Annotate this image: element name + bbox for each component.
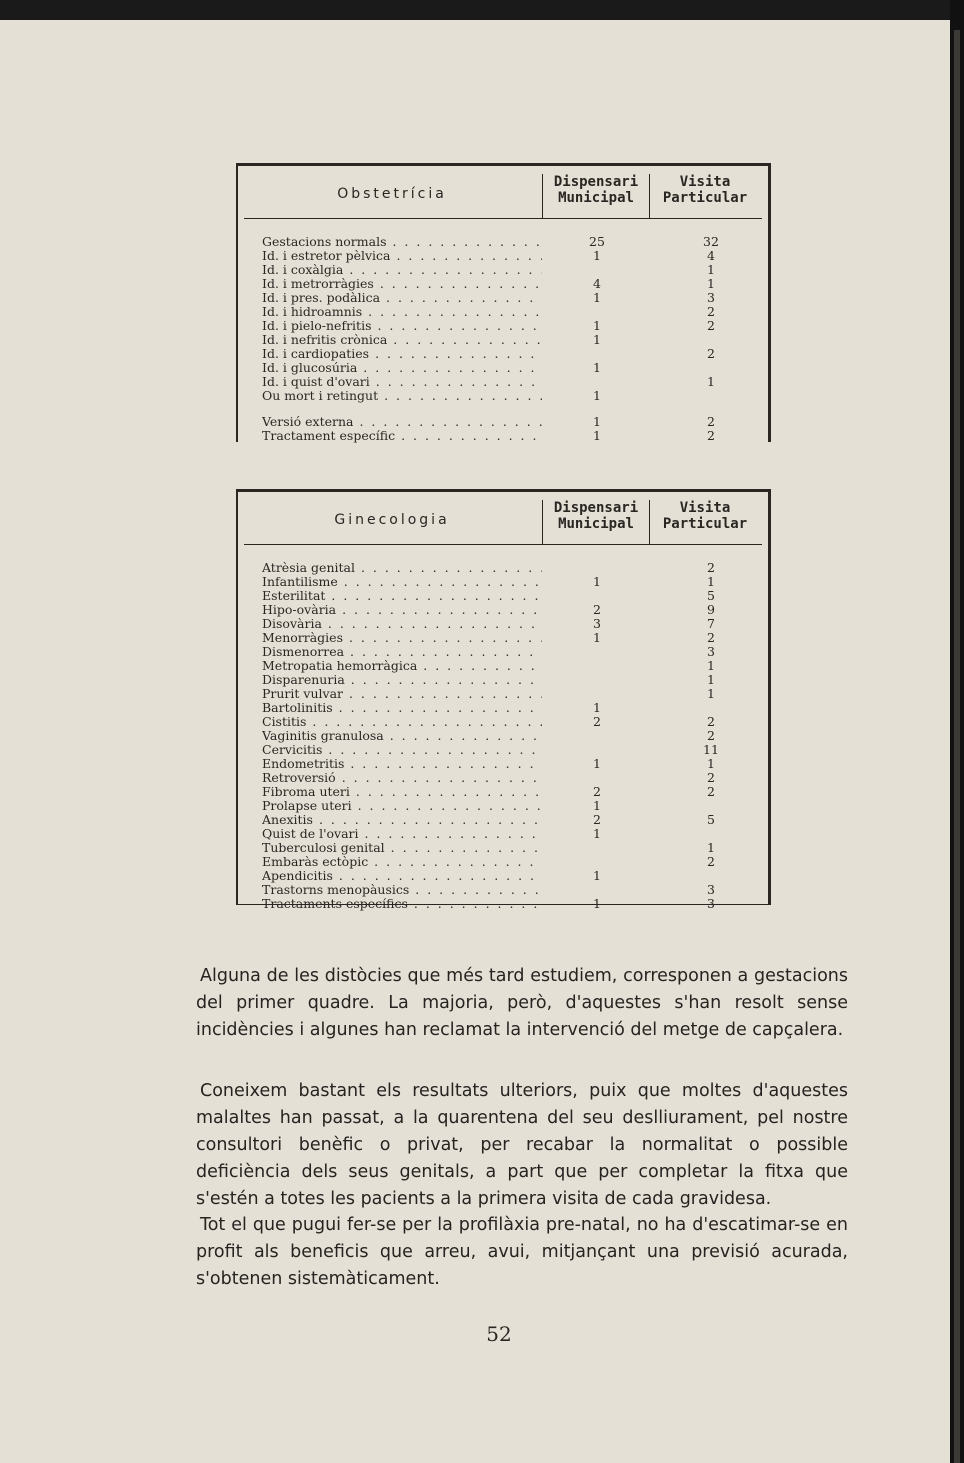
obstetricia-dispensari-value: 4 xyxy=(593,276,601,291)
table-row xyxy=(238,361,768,375)
table-row xyxy=(238,575,768,589)
ginecologia-row-label: Anexitis . . . xyxy=(262,813,542,827)
obstetricia-table xyxy=(236,163,771,442)
ginecologia-dispensari-value: 1 xyxy=(593,896,601,911)
obstetricia-dispensari-value: 1 xyxy=(593,414,601,429)
obstetricia-row-label: Ou mort i retingut . . . xyxy=(262,389,542,403)
ginecologia-visita-value: 2 xyxy=(707,784,715,799)
ginecologia-col-visita: Visita Particular xyxy=(662,500,748,532)
table-row xyxy=(238,841,768,855)
table-row xyxy=(238,883,768,897)
ginecologia-dispensari-value: 1 xyxy=(593,574,601,589)
table-row xyxy=(238,715,768,729)
obstetricia-row-label: Id. i pres. podàlica . . . xyxy=(262,291,542,305)
obstetricia-row-label: Tractament específic . . . xyxy=(262,429,542,443)
ginecologia-dispensari-value: 2 xyxy=(593,602,601,617)
ginecologia-visita-value: 3 xyxy=(707,882,715,897)
obstetricia-group-gap xyxy=(238,403,768,415)
obstetricia-visita-value: 2 xyxy=(707,304,715,319)
ginecologia-row-label: Hipo-ovària . . . xyxy=(262,603,542,617)
ginecologia-row-label: Disovària . . . xyxy=(262,617,542,631)
ginecologia-visita-value: 1 xyxy=(707,686,715,701)
ginecologia-visita-value: 2 xyxy=(707,728,715,743)
table-row xyxy=(238,305,768,319)
table-row xyxy=(238,603,768,617)
paragraph-3: Tot el que pugui fer-se per la profilàxia pre-natal, no ha d'escatimar-se en profit als beneficis que arreu, avui, mitjançant una previsió acurada, s'obtenen sistemàticament. xyxy=(196,1215,848,1289)
table-row xyxy=(238,389,768,403)
page-number: 52 xyxy=(486,1322,512,1346)
ginecologia-row-label: Disparenuria . . . xyxy=(262,673,542,687)
table-row xyxy=(238,827,768,841)
table-row xyxy=(238,263,768,277)
table-row xyxy=(238,429,768,443)
ginecologia-row-label: Prolapse uteri . . . xyxy=(262,799,542,813)
table-row xyxy=(238,589,768,603)
obstetricia-row-label: Id. i pielo-nefritis . . . xyxy=(262,319,542,333)
ginecologia-row-label: Cistitis . . . xyxy=(262,715,542,729)
ginecologia-dispensari-value: 1 xyxy=(593,868,601,883)
ginecologia-dispensari-value: 2 xyxy=(593,812,601,827)
obstetricia-table-header xyxy=(244,170,762,219)
ginecologia-dispensari-value: 1 xyxy=(593,798,601,813)
obstetricia-dispensari-value: 1 xyxy=(593,290,601,305)
ginecologia-row-label: Vaginitis granulosa . . . xyxy=(262,729,542,743)
obstetricia-dispensari-value: 1 xyxy=(593,248,601,263)
obstetricia-row-label: Id. i nefritis crònica . . . xyxy=(262,333,542,347)
ginecologia-dispensari-value: 1 xyxy=(593,756,601,771)
ginecologia-dispensari-value: 1 xyxy=(593,826,601,841)
obstetricia-row-label: Id. i estretor pèlvica . . . xyxy=(262,249,542,263)
obstetricia-visita-value: 4 xyxy=(707,248,715,263)
ginecologia-table-header xyxy=(244,496,762,545)
ginecologia-visita-value: 2 xyxy=(707,854,715,869)
obstetricia-visita-value: 3 xyxy=(707,290,715,305)
ginecologia-visita-value: 3 xyxy=(707,644,715,659)
obstetricia-row-label: Id. i coxàlgia . . . xyxy=(262,263,542,277)
ginecologia-row-label: Apendicitis . . . xyxy=(262,869,542,883)
table-row xyxy=(238,235,768,249)
obstetricia-visita-value: 32 xyxy=(703,234,719,249)
table-row xyxy=(238,897,768,911)
table-row xyxy=(238,249,768,263)
ginecologia-visita-value: 2 xyxy=(707,630,715,645)
book-page xyxy=(0,20,950,1463)
ginecologia-dispensari-value: 2 xyxy=(593,784,601,799)
ginecologia-visita-value: 3 xyxy=(707,896,715,911)
table-row xyxy=(238,757,768,771)
ginecologia-visita-value: 9 xyxy=(707,602,715,617)
table-row xyxy=(238,319,768,333)
ginecologia-visita-value: 1 xyxy=(707,658,715,673)
obstetricia-visita-value: 2 xyxy=(707,428,715,443)
obstetricia-row-label: Gestacions normals . . . xyxy=(262,235,542,249)
table-row xyxy=(238,785,768,799)
obstetricia-rows xyxy=(238,235,768,443)
ginecologia-col-dispensari: Dispensari Municipal xyxy=(542,500,650,544)
ginecologia-visita-value: 1 xyxy=(707,672,715,687)
ginecologia-visita-value: 1 xyxy=(707,840,715,855)
ginecologia-dispensari-value: 3 xyxy=(593,616,601,631)
ginecologia-row-label: Embaràs ectòpic . . . xyxy=(262,855,542,869)
table-row xyxy=(238,687,768,701)
ginecologia-row-label: Bartolinitis . . . xyxy=(262,701,542,715)
table-row xyxy=(238,659,768,673)
table-row xyxy=(238,375,768,389)
table-row xyxy=(238,673,768,687)
ginecologia-visita-value: 2 xyxy=(707,560,715,575)
ginecologia-visita-value: 1 xyxy=(707,756,715,771)
obstetricia-dispensari-value: 1 xyxy=(593,318,601,333)
ginecologia-visita-value: 2 xyxy=(707,770,715,785)
obstetricia-dispensari-value: 1 xyxy=(593,388,601,403)
obstetricia-row-label: Versió externa . . . xyxy=(262,415,542,429)
ginecologia-row-label: Trastorns menopàusics . . . xyxy=(262,883,542,897)
ginecologia-row-label: Retroversió . . . xyxy=(262,771,542,785)
ginecologia-dispensari-value: 1 xyxy=(593,630,601,645)
table-row xyxy=(238,813,768,827)
table-row xyxy=(238,291,768,305)
ginecologia-row-label: Tuberculosi genital . . . xyxy=(262,841,542,855)
ginecologia-row-label: Esterilitat . . . xyxy=(262,589,542,603)
obstetricia-title: Obstetrícia xyxy=(337,186,447,202)
ginecologia-row-label: Atrèsia genital . . . xyxy=(262,561,542,575)
table-row xyxy=(238,415,768,429)
table-row xyxy=(238,743,768,757)
ginecologia-row-label: Quist de l'ovari . . . xyxy=(262,827,542,841)
ginecologia-visita-value: 5 xyxy=(707,812,715,827)
table-row xyxy=(238,631,768,645)
obstetricia-col-visita: Visita Particular xyxy=(662,174,748,206)
ginecologia-rows xyxy=(238,561,768,911)
ginecologia-row-label: Endometritis . . . xyxy=(262,757,542,771)
obstetricia-dispensari-value: 25 xyxy=(589,234,605,249)
table-row xyxy=(238,771,768,785)
obstetricia-visita-value: 1 xyxy=(707,374,715,389)
table-row xyxy=(238,645,768,659)
ginecologia-visita-value: 2 xyxy=(707,714,715,729)
table-row xyxy=(238,855,768,869)
ginecologia-visita-value: 1 xyxy=(707,574,715,589)
obstetricia-visita-value: 2 xyxy=(707,414,715,429)
ginecologia-dispensari-value: 2 xyxy=(593,714,601,729)
adjacent-page-edge xyxy=(954,30,960,1463)
ginecologia-table xyxy=(236,489,771,911)
table-row xyxy=(238,561,768,575)
ginecologia-row-label: Infantilisme . . . xyxy=(262,575,542,589)
table-row xyxy=(238,277,768,291)
paragraph-1: Alguna de les distòcies que més tard estudiem, corresponen a gestacions del primer quadre. La majoria, però, d'aquestes s'han resolt sense incidències i algunes han reclamat la intervenció del metge de capçalera. xyxy=(196,966,848,1040)
ginecologia-row-label: Tractaments específics . . . xyxy=(262,897,542,911)
obstetricia-visita-value: 1 xyxy=(707,276,715,291)
obstetricia-col-dispensari: Dispensari Municipal xyxy=(542,174,650,218)
table-row xyxy=(238,701,768,715)
obstetricia-dispensari-value: 1 xyxy=(593,360,601,375)
obstetricia-visita-value: 1 xyxy=(707,262,715,277)
ginecologia-row-label: Metropatia hemorràgica . . . xyxy=(262,659,542,673)
ginecologia-row-label: Menorràgies . . . xyxy=(262,631,542,645)
obstetricia-dispensari-value: 1 xyxy=(593,428,601,443)
obstetricia-visita-value: 2 xyxy=(707,318,715,333)
ginecologia-visita-value: 11 xyxy=(703,742,719,757)
table-row xyxy=(238,333,768,347)
ginecologia-row-label: Fibroma uteri . . . xyxy=(262,785,542,799)
table-row xyxy=(238,729,768,743)
obstetricia-visita-value: 2 xyxy=(707,346,715,361)
obstetricia-row-label: Id. i cardiopaties . . . xyxy=(262,347,542,361)
ginecologia-row-label: Dismenorrea . . . xyxy=(262,645,542,659)
paragraph-2: Coneixem bastant els resultats ulteriors, puix que moltes d'aquestes malaltes han passat, a la quarentena del seu deslliurament, pel nostre consultori benèfic o privat, per recabar la normalitat o possible deficiència dels seus genitals, a part que per completar la fitxa que s'estén a totes les pacients a la primera visita de cada gravidesa. xyxy=(196,1081,848,1209)
obstetricia-row-label: Id. i metrorràgies . . . xyxy=(262,277,542,291)
ginecologia-row-label: Prurit vulvar . . . xyxy=(262,687,542,701)
table-row xyxy=(238,799,768,813)
ginecologia-title: Ginecologia xyxy=(334,512,450,528)
obstetricia-row-label: Id. i glucosúria . . . xyxy=(262,361,542,375)
table-row xyxy=(238,869,768,883)
table-row xyxy=(238,617,768,631)
obstetricia-dispensari-value: 1 xyxy=(593,332,601,347)
obstetricia-row-label: Id. i hidroamnis . . . xyxy=(262,305,542,319)
ginecologia-visita-value: 5 xyxy=(707,588,715,603)
table-row xyxy=(238,347,768,361)
ginecologia-row-label: Cervicitis . . . xyxy=(262,743,542,757)
ginecologia-dispensari-value: 1 xyxy=(593,700,601,715)
ginecologia-visita-value: 7 xyxy=(707,616,715,631)
obstetricia-row-label: Id. i quist d'ovari . . . xyxy=(262,375,542,389)
